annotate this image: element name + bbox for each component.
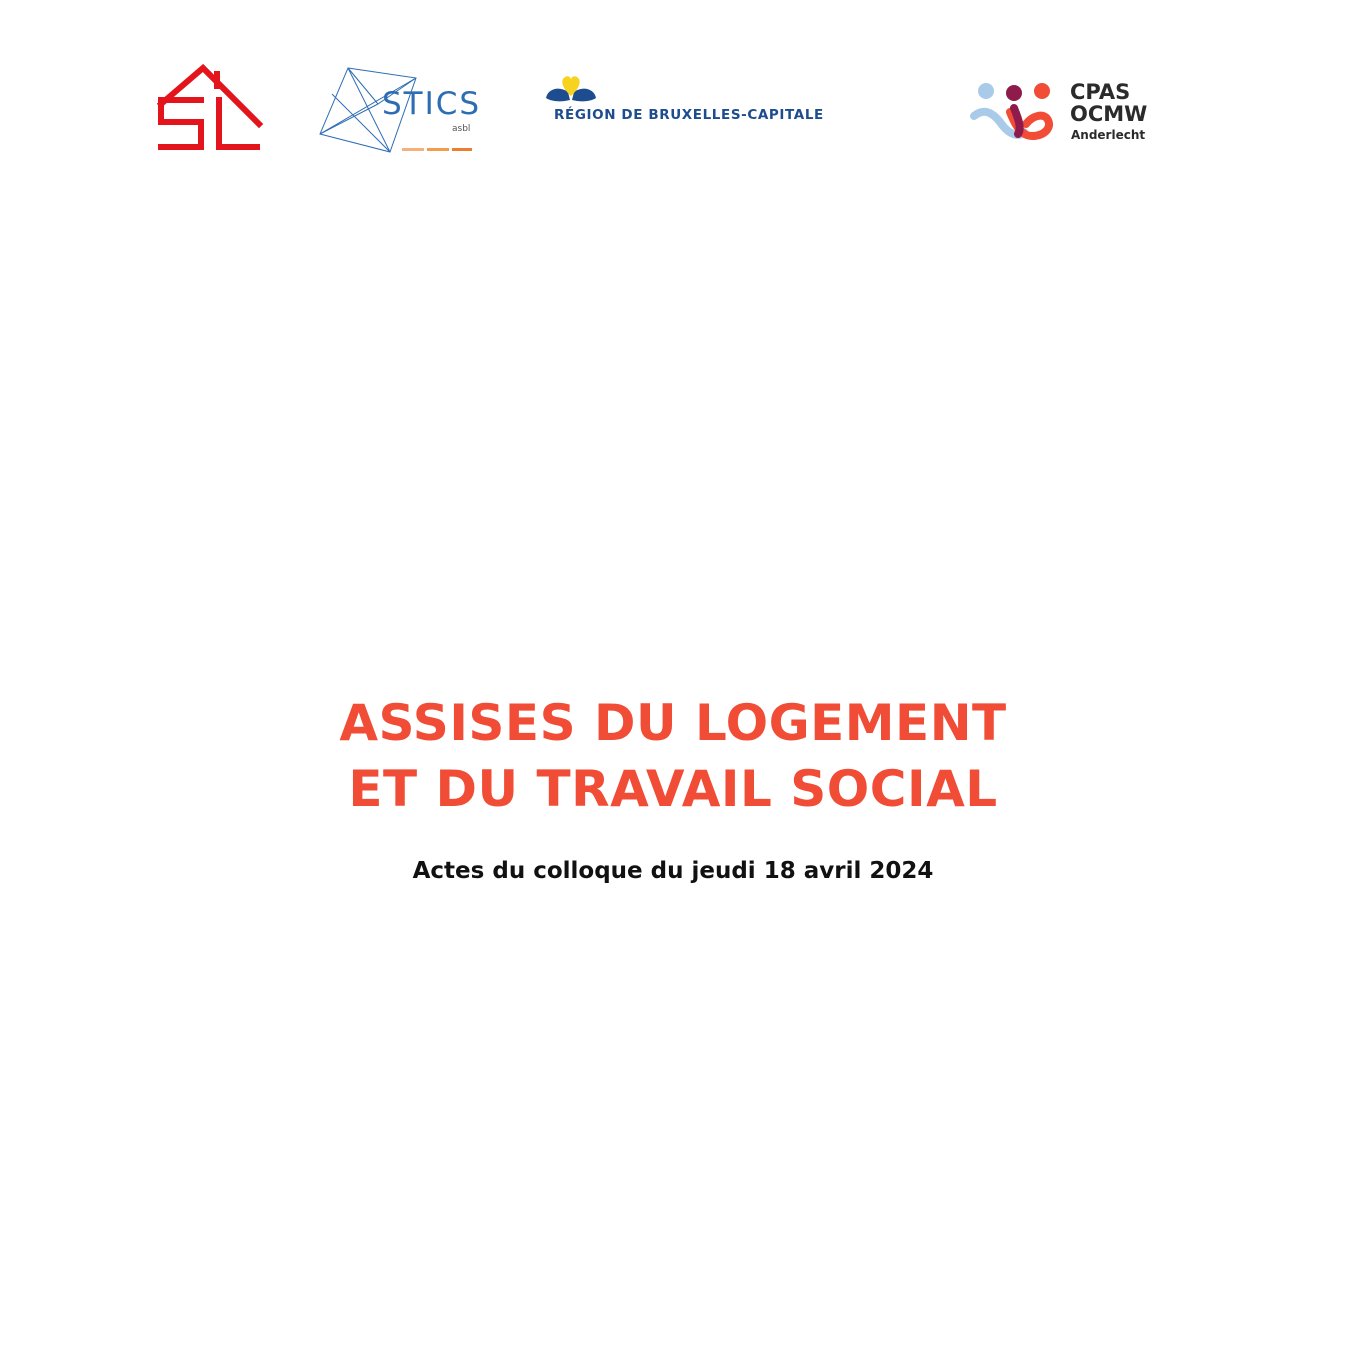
document-subtitle: Actes du colloque du jeudi 18 avril 2024 — [412, 858, 934, 884]
region-name: RÉGION DE BRUXELLES-CAPITALE — [554, 107, 824, 123]
title-line-2: ET DU TRAVAIL SOCIAL — [348, 760, 998, 818]
stics-logo — [318, 64, 482, 156]
people-infinity-icon — [970, 78, 1062, 146]
document-title — [0, 690, 1346, 822]
cpas-line-1: CPAS — [1070, 80, 1131, 104]
region-bruxelles-logo — [540, 74, 860, 130]
iris-heart-icon — [542, 74, 612, 108]
sl-house-logo — [157, 64, 265, 154]
house-sl-logo-icon — [157, 64, 265, 154]
cpas-line-2: OCMW — [1070, 102, 1148, 126]
cpas-anderlecht-logo — [970, 78, 1160, 146]
stics-wordmark: STICS — [382, 86, 482, 122]
title-line-1: ASSISES DU LOGEMENT — [339, 694, 1007, 752]
stics-asbl-label: asbl — [452, 124, 471, 134]
cpas-line-3: Anderlecht — [1071, 128, 1146, 142]
